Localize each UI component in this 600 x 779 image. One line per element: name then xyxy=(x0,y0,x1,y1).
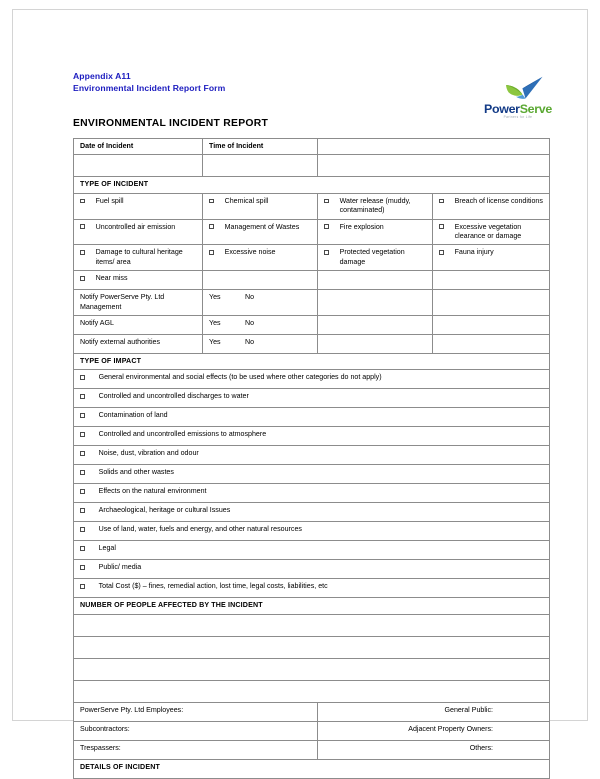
table-row xyxy=(74,579,550,598)
swoosh-icon xyxy=(504,76,544,102)
notify-extra-1-b xyxy=(433,316,550,335)
table-row xyxy=(74,721,550,740)
checkbox-icon[interactable] xyxy=(439,250,444,255)
field-others[interactable]: Others: xyxy=(318,740,550,759)
checkbox-icon[interactable] xyxy=(209,250,214,255)
table-row xyxy=(74,139,550,155)
field-trespassers[interactable]: Trespassers: xyxy=(74,740,318,759)
document-page xyxy=(12,9,588,771)
table-row xyxy=(74,658,550,680)
logo-tagline: Partners for Life xyxy=(503,115,533,119)
checkbox-incident-2-3[interactable] xyxy=(433,245,550,271)
section-header-impact-label: TYPE OF IMPACT xyxy=(74,354,550,370)
checkbox-icon[interactable] xyxy=(324,199,329,204)
notify-no-2[interactable]: No xyxy=(245,338,255,347)
checkbox-icon[interactable] xyxy=(80,432,85,437)
checkbox-label: Fuel spill xyxy=(95,196,124,205)
checkbox-label: General environmental and social effects (to be used where other categories do not apply) xyxy=(98,373,382,382)
section-header-incident xyxy=(74,177,550,193)
checkbox-impact-1[interactable] xyxy=(74,389,550,408)
section-header-impact xyxy=(74,354,550,370)
table-row xyxy=(74,614,550,636)
checkbox-incident-1-0[interactable] xyxy=(74,219,203,245)
checkbox-icon[interactable] xyxy=(80,489,85,494)
top-third-header-cell xyxy=(318,139,550,155)
table-row xyxy=(74,484,550,503)
incident-empty-3-2 xyxy=(318,271,433,290)
checkbox-impact-6[interactable] xyxy=(74,484,550,503)
logo-word-power: Power xyxy=(484,102,520,116)
checkbox-label: Uncontrolled air emission xyxy=(95,222,176,231)
notify-choice-0[interactable] xyxy=(203,290,318,316)
checkbox-label: Archaeological, heritage or cultural Issues xyxy=(98,506,231,515)
checkbox-icon[interactable] xyxy=(80,584,85,589)
checkbox-incident-1-2[interactable] xyxy=(318,219,433,245)
checkbox-icon[interactable] xyxy=(80,413,85,418)
logo-word-serve: Serve xyxy=(519,102,552,116)
table-row xyxy=(74,446,550,465)
notify-no-0[interactable]: No xyxy=(245,293,255,302)
checkbox-icon[interactable] xyxy=(80,375,85,380)
checkbox-label: Total Cost ($) – fines, remedial action, lost time, legal costs, liabilities, etc xyxy=(98,582,328,591)
table-row xyxy=(74,636,550,658)
table-row xyxy=(74,465,550,484)
checkbox-label: Management of Wastes xyxy=(224,222,300,231)
checkbox-icon[interactable] xyxy=(209,224,214,229)
checkbox-impact-3[interactable] xyxy=(74,427,550,446)
checkbox-label: Water release (muddy, contaminated) xyxy=(339,196,411,215)
incident-report-form xyxy=(73,138,550,779)
notify-yes-1[interactable]: Yes xyxy=(209,319,221,328)
checkbox-impact-9[interactable] xyxy=(74,541,550,560)
checkbox-label: Contamination of land xyxy=(98,411,168,420)
checkbox-impact-2[interactable] xyxy=(74,408,550,427)
checkbox-label: Fire explosion xyxy=(339,222,384,231)
section-header-people xyxy=(74,598,550,614)
notify-no-1[interactable]: No xyxy=(245,319,255,328)
checkbox-incident-1-3[interactable] xyxy=(433,219,550,245)
checkbox-incident-0-0[interactable] xyxy=(74,193,203,219)
checkbox-incident-1-1[interactable] xyxy=(203,219,318,245)
field-subcontractors[interactable]: Subcontractors: xyxy=(74,721,318,740)
checkbox-label: Protected vegetation damage xyxy=(339,248,405,266)
checkbox-icon[interactable] xyxy=(80,199,85,204)
table-row xyxy=(74,316,550,335)
top-third-input[interactable] xyxy=(318,155,550,177)
table-row xyxy=(74,271,550,290)
people-blank-row-0[interactable] xyxy=(74,614,550,636)
checkbox-icon[interactable] xyxy=(80,546,85,551)
checkbox-icon[interactable] xyxy=(324,250,329,255)
table-row xyxy=(74,560,550,579)
checkbox-impact-8[interactable] xyxy=(74,522,550,541)
table-row xyxy=(74,680,550,702)
appendix-number: Appendix A11 xyxy=(73,71,131,81)
time-of-incident-label: Time of Incident xyxy=(203,139,318,155)
table-row xyxy=(74,290,550,316)
table-row xyxy=(74,503,550,522)
checkbox-incident-2-2[interactable] xyxy=(318,245,433,271)
checkbox-icon[interactable] xyxy=(80,250,85,255)
notify-choice-2[interactable] xyxy=(203,335,318,354)
checkbox-icon[interactable] xyxy=(80,224,85,229)
checkbox-icon[interactable] xyxy=(80,527,85,532)
people-blank-row-3[interactable] xyxy=(74,680,550,702)
incident-empty-3-1 xyxy=(203,271,318,290)
date-of-incident-input[interactable] xyxy=(74,155,203,177)
checkbox-label: Controlled and uncontrolled emissions to atmosphere xyxy=(98,430,267,439)
incident-empty-3-3 xyxy=(433,271,550,290)
notify-extra-0-b xyxy=(433,290,550,316)
checkbox-icon[interactable] xyxy=(80,508,85,513)
table-row xyxy=(74,522,550,541)
checkbox-icon[interactable] xyxy=(80,276,85,281)
table-row xyxy=(74,245,550,271)
checkbox-icon[interactable] xyxy=(80,470,85,475)
section-header-details xyxy=(74,759,550,778)
checkbox-label: Fauna injury xyxy=(454,248,494,257)
notify-choice-1[interactable] xyxy=(203,316,318,335)
checkbox-label: Use of land, water, fuels and energy, and other natural resources xyxy=(98,525,302,534)
table-row xyxy=(74,702,550,721)
checkbox-label: Controlled and uncontrolled discharges to water xyxy=(98,392,249,401)
checkbox-incident-0-2[interactable] xyxy=(318,193,433,219)
notify-extra-0-a xyxy=(318,290,433,316)
table-row xyxy=(74,408,550,427)
checkbox-icon[interactable] xyxy=(80,451,85,456)
table-row xyxy=(74,193,550,219)
notify-yes-2[interactable]: Yes xyxy=(209,338,221,347)
checkbox-label: Noise, dust, vibration and odour xyxy=(98,449,199,458)
table-row xyxy=(74,740,550,759)
checkbox-impact-10[interactable] xyxy=(74,560,550,579)
checkbox-icon[interactable] xyxy=(80,394,85,399)
notify-label-0: Notify PowerServe Pty. Ltd Management xyxy=(74,290,203,316)
checkbox-label: Damage to cultural heritage items/ area xyxy=(95,248,183,266)
checkbox-label: Breach of license conditions xyxy=(454,196,543,205)
section-header-incident-label: TYPE OF INCIDENT xyxy=(74,177,550,193)
table-row xyxy=(74,335,550,354)
page-title: ENVIRONMENTAL INCIDENT REPORT xyxy=(73,118,269,129)
checkbox-label: Excessive noise xyxy=(224,248,276,257)
checkbox-impact-5[interactable] xyxy=(74,465,550,484)
checkbox-label: Legal xyxy=(98,544,116,553)
checkbox-incident-0-3[interactable] xyxy=(433,193,550,219)
checkbox-label: Chemical spill xyxy=(224,196,269,205)
field-adjacent-property-owners[interactable]: Adjacent Property Owners: xyxy=(318,721,550,740)
checkbox-impact-11[interactable] xyxy=(74,579,550,598)
checkbox-label: Excessive vegetation clearance or damage xyxy=(454,222,522,241)
checkbox-icon[interactable] xyxy=(439,199,444,204)
checkbox-icon[interactable] xyxy=(439,224,444,229)
checkbox-label: Effects on the natural environment xyxy=(98,487,207,496)
checkbox-impact-4[interactable] xyxy=(74,446,550,465)
notify-extra-2-a xyxy=(318,335,433,354)
checkbox-incident-2-0[interactable] xyxy=(74,245,203,271)
date-of-incident-label: Date of Incident xyxy=(74,139,203,155)
field-general-public[interactable]: General Public: xyxy=(318,702,550,721)
notify-extra-2-b xyxy=(433,335,550,354)
powerserve-logo xyxy=(479,76,557,124)
time-of-incident-input[interactable] xyxy=(203,155,318,177)
table-row xyxy=(74,541,550,560)
notify-label-1: Notify AGL xyxy=(74,316,203,335)
table-row xyxy=(74,219,550,245)
table-row xyxy=(74,370,550,389)
notify-label-2: Notify external authorities xyxy=(74,335,203,354)
notify-extra-1-a xyxy=(318,316,433,335)
people-blank-row-2[interactable] xyxy=(74,658,550,680)
checkbox-icon[interactable] xyxy=(209,199,214,204)
checkbox-label: Near miss xyxy=(95,274,128,283)
table-row xyxy=(74,427,550,446)
section-header-details-label: DETAILS OF INCIDENT xyxy=(74,759,550,778)
checkbox-label: Public/ media xyxy=(98,563,142,572)
people-blank-row-1[interactable] xyxy=(74,636,550,658)
checkbox-incident-0-1[interactable] xyxy=(203,193,318,219)
checkbox-impact-7[interactable] xyxy=(74,503,550,522)
table-row xyxy=(74,155,550,177)
document-subtitle: Environmental Incident Report Form xyxy=(73,82,226,93)
logo-wordmark xyxy=(479,102,557,116)
checkbox-incident-2-1[interactable] xyxy=(203,245,318,271)
checkbox-impact-0[interactable] xyxy=(74,370,550,389)
table-row xyxy=(74,389,550,408)
checkbox-label: Solids and other wastes xyxy=(98,468,174,477)
checkbox-icon[interactable] xyxy=(80,565,85,570)
notify-yes-0[interactable]: Yes xyxy=(209,293,221,302)
section-header-people-label: NUMBER OF PEOPLE AFFECTED BY THE INCIDENT xyxy=(74,598,550,614)
checkbox-icon[interactable] xyxy=(324,224,329,229)
document-header xyxy=(73,71,543,123)
field-powerserve-employees[interactable]: PowerServe Pty. Ltd Employees: xyxy=(74,702,318,721)
checkbox-incident-3-0[interactable] xyxy=(74,271,203,290)
